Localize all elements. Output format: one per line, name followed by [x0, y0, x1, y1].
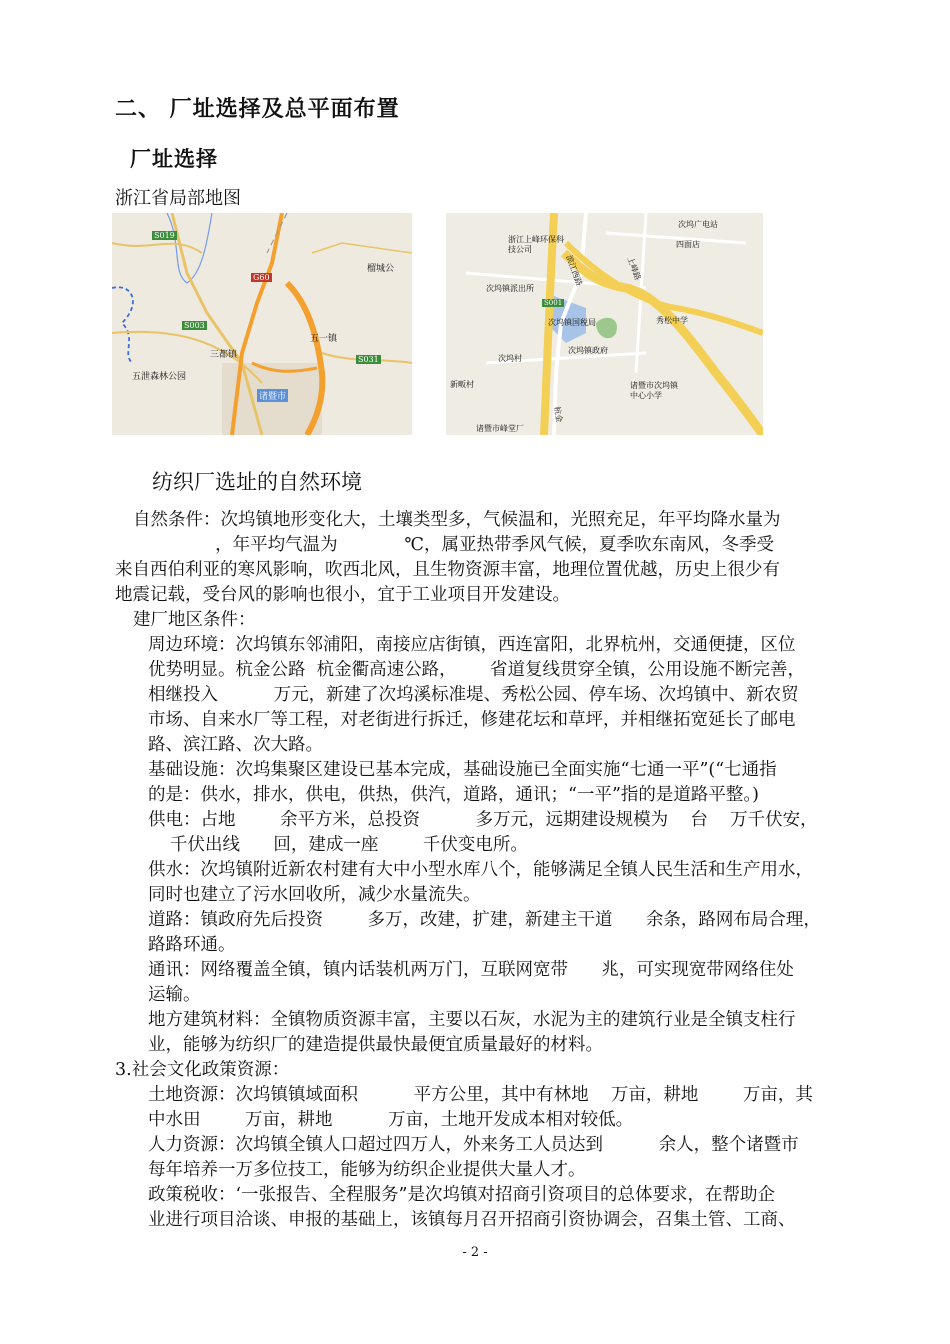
map-label: 三都镇 [210, 350, 238, 360]
regional-map-image [112, 213, 412, 435]
map-label: 榴城公 [367, 264, 395, 274]
text-line: 地方建筑材料：全镇物质资源丰富，主要以石灰，水泥为主的建筑行业是全镇支柱行 [148, 1010, 796, 1030]
map-label: 诸暨市 [257, 389, 288, 402]
map-label: 上峰路 [625, 255, 643, 282]
text-line: 人力资源：次坞镇全镇人口超过四万人，外来务工人员达到 余人，整个诸暨市 [148, 1135, 799, 1155]
town-map-image [446, 213, 763, 435]
text-line: 基础设施：次坞集聚区建设已基本完成，基础设施已全面实施“七通一平”(“七通指 [148, 760, 777, 780]
text-line: 供电：占地 余平方米，总投资 多万元，远期建设规模为 台 万千伏安， [148, 810, 818, 830]
text-line: 3.社会文化政策资源： [115, 1060, 290, 1080]
map-label: 杭金 [552, 405, 564, 424]
map-label: S031 [358, 355, 379, 364]
map-label: 次坞广电站 [678, 220, 718, 229]
map-label: S003 [184, 321, 205, 330]
map-label: 四面店 [676, 240, 700, 249]
text-line: 土地资源：次坞镇镇域面积 平方公里，其中有林地 万亩，耕地 万亩，其 [148, 1085, 813, 1105]
text-line: 地震记载，受台风的影响也很小，宜于工业项目开发建设。 [115, 585, 570, 605]
text-line: 路路环通。 [148, 935, 236, 955]
text-line: 中水田 万亩，耕地 万亩，土地开发成本相对较低。 [148, 1110, 634, 1130]
text-line: 同时也建立了污水回收所，减少水量流失。 [148, 885, 481, 905]
map-label: S001 [544, 299, 563, 307]
map-label: 五一镇 [310, 334, 338, 344]
text-line: 道路：镇政府先后投资 多万，改建，扩建，新建主干道 余条，路网布局合理， [148, 910, 821, 930]
map-label: 次坞镇国税局 [548, 318, 596, 327]
text-line: 千伏出线 回，建成一座 千伏变电所。 [170, 835, 528, 855]
text-line: 自然条件：次坞镇地形变化大，土壤类型多，气候温和，光照充足，年平均降水量为 [133, 510, 781, 530]
text-line: 市场、自来水厂等工程，对老街进行拆迁，修建花坛和草坪，并相继拓宽延长了邮电 [148, 710, 796, 730]
text-line: 通讯：网络覆盖全镇，镇内话装机两万门，互联网宽带 兆，可实现宽带网络住处 [148, 960, 794, 980]
map-label: 浙江上峰环保科技公司 [508, 235, 564, 254]
text-line: 周边环境：次坞镇东邻浦阳，南接应店街镇，西连富阳，北界杭州，交通便捷，区位 [148, 635, 796, 655]
subsection-heading: 厂址选择 [130, 147, 218, 171]
map-caption: 浙江省局部地图 [115, 188, 241, 209]
text-line: 来自西伯利亚的寒风影响，吹西北风，且生物资源丰富，地理位置优越，历史上很少有 [115, 560, 780, 580]
map-label: 五泄森林公园 [132, 372, 187, 382]
map-label: G60 [253, 273, 270, 282]
map-label: 诸暨市峰堂厂 [476, 424, 524, 433]
page-number: - 2 - [462, 1245, 488, 1260]
map-label: 次坞村 [498, 354, 522, 363]
text-line: 路、滨江路、次大路。 [148, 735, 323, 755]
text-line: 业进行项目洽谈、申报的基础上，该镇每月召开招商引资协调会，召集土管、工商、 [148, 1210, 796, 1230]
map-label: 新畈村 [450, 380, 474, 389]
text-line: 业，能够为纺织厂的建造提供最快最便宜质量最好的材料。 [148, 1035, 603, 1055]
section-heading-natural-environment: 纺织厂选址的自然环境 [152, 470, 362, 494]
text-line: 政策税收：‘一张报告、全程服务”是次坞镇对招商引资项目的总体要求，在帮助企 [148, 1185, 776, 1205]
map-label: S019 [154, 231, 175, 240]
text-line: ，年平均气温为 ℃，属亚热带季风气候，夏季吹东南风，冬季受 [115, 535, 774, 555]
map-label: 次坞镇政府 [568, 346, 608, 355]
text-line: 优势明显。杭金公路 杭金衢高速公路， 省道复线贯穿全镇，公用设施不断完善， [148, 660, 805, 680]
text-line: 的是：供水，排水，供电，供热，供汽，道路，通讯；“一平”指的是道路平整。) [148, 785, 759, 805]
text-line: 运输。 [148, 985, 201, 1005]
text-line: 每年培养一万多位技工，能够为纺织企业提供大量人才。 [148, 1160, 586, 1180]
map-label: 秀松中学 [656, 316, 688, 325]
section-heading: 二、 厂址选择及总平面布置 [115, 97, 400, 122]
map-label: 诸暨市次坞镇中心小学 [630, 381, 678, 400]
map-label: 次坞镇派出所 [486, 284, 534, 293]
text-line: 相继投入 万元，新建了次坞溪标准堤、秀松公园、停车场、次坞镇中、新农贸 [148, 685, 799, 705]
text-line: 供水：次坞镇附近新农村建有大中小型水库八个，能够满足全镇人民生活和生产用水， [148, 860, 813, 880]
map-label: 滨江西路 [564, 253, 584, 288]
text-line: 建厂地区条件： [133, 610, 256, 630]
